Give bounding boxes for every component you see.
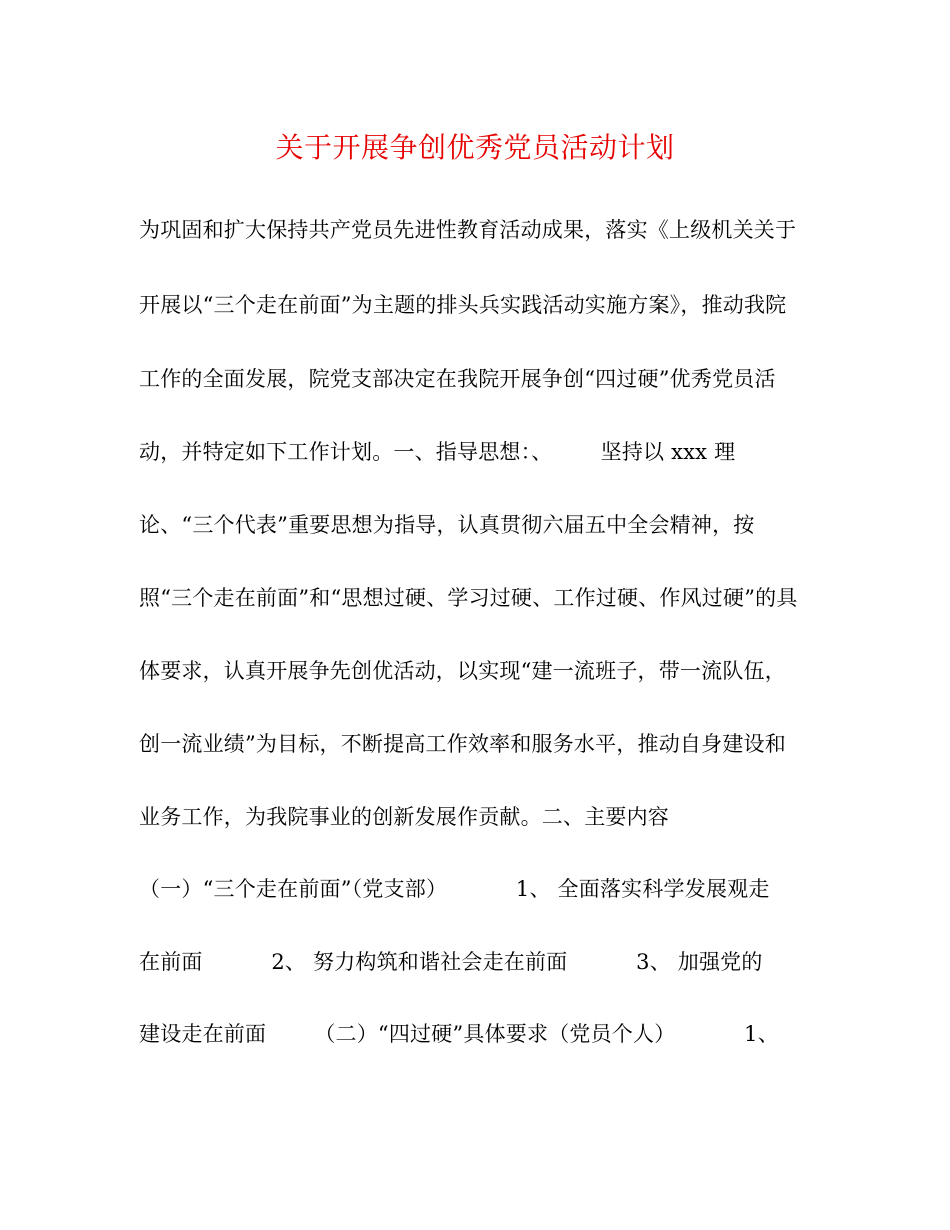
body-line: 论、“三个代表”重要思想为指导，认真贯彻六届五中全会精神，按 (139, 513, 755, 537)
body-line: 建设走在前面 （二）“四过硬”具体要求（党员个人） 1、 (139, 1022, 779, 1046)
body-line: 业务工作，为我院事业的创新发展作贡献。二、主要内容 (139, 805, 669, 829)
body-line: 在前面 2、 努力构筑和谐社会走在前面 3、 加强党的 (139, 950, 763, 974)
body-line: 体要求，认真开展争先创优活动，以实现“建一流班子，带一流队伍， (139, 659, 786, 683)
body-line: 开展以“三个走在前面”为主题的排头兵实践活动实施方案》，推动我院 (139, 293, 787, 317)
body-line: （一）“三个走在前面”（党支部） 1、 全面落实科学发展观走 (139, 877, 770, 901)
body-line: 动，并特定如下工作计划。一、指导思想：、 坚持以 xxx 理 (139, 440, 736, 464)
document-title: 关于开展争创优秀党员活动计划 (275, 131, 675, 164)
body-line: 为巩固和扩大保持共产党员先进性教育活动成果，落实《上级机关关于 (139, 218, 797, 242)
body-line: 工作的全面发展，院党支部决定在我院开展争创“四过硬”优秀党员活 (139, 367, 776, 391)
body-line: 创一流业绩”为目标，不断提高工作效率和服务水平，推动自身建设和 (139, 732, 786, 756)
body-line: 照“三个走在前面”和“思想过硬、学习过硬、工作过硬、作风过硬”的具 (139, 586, 798, 610)
